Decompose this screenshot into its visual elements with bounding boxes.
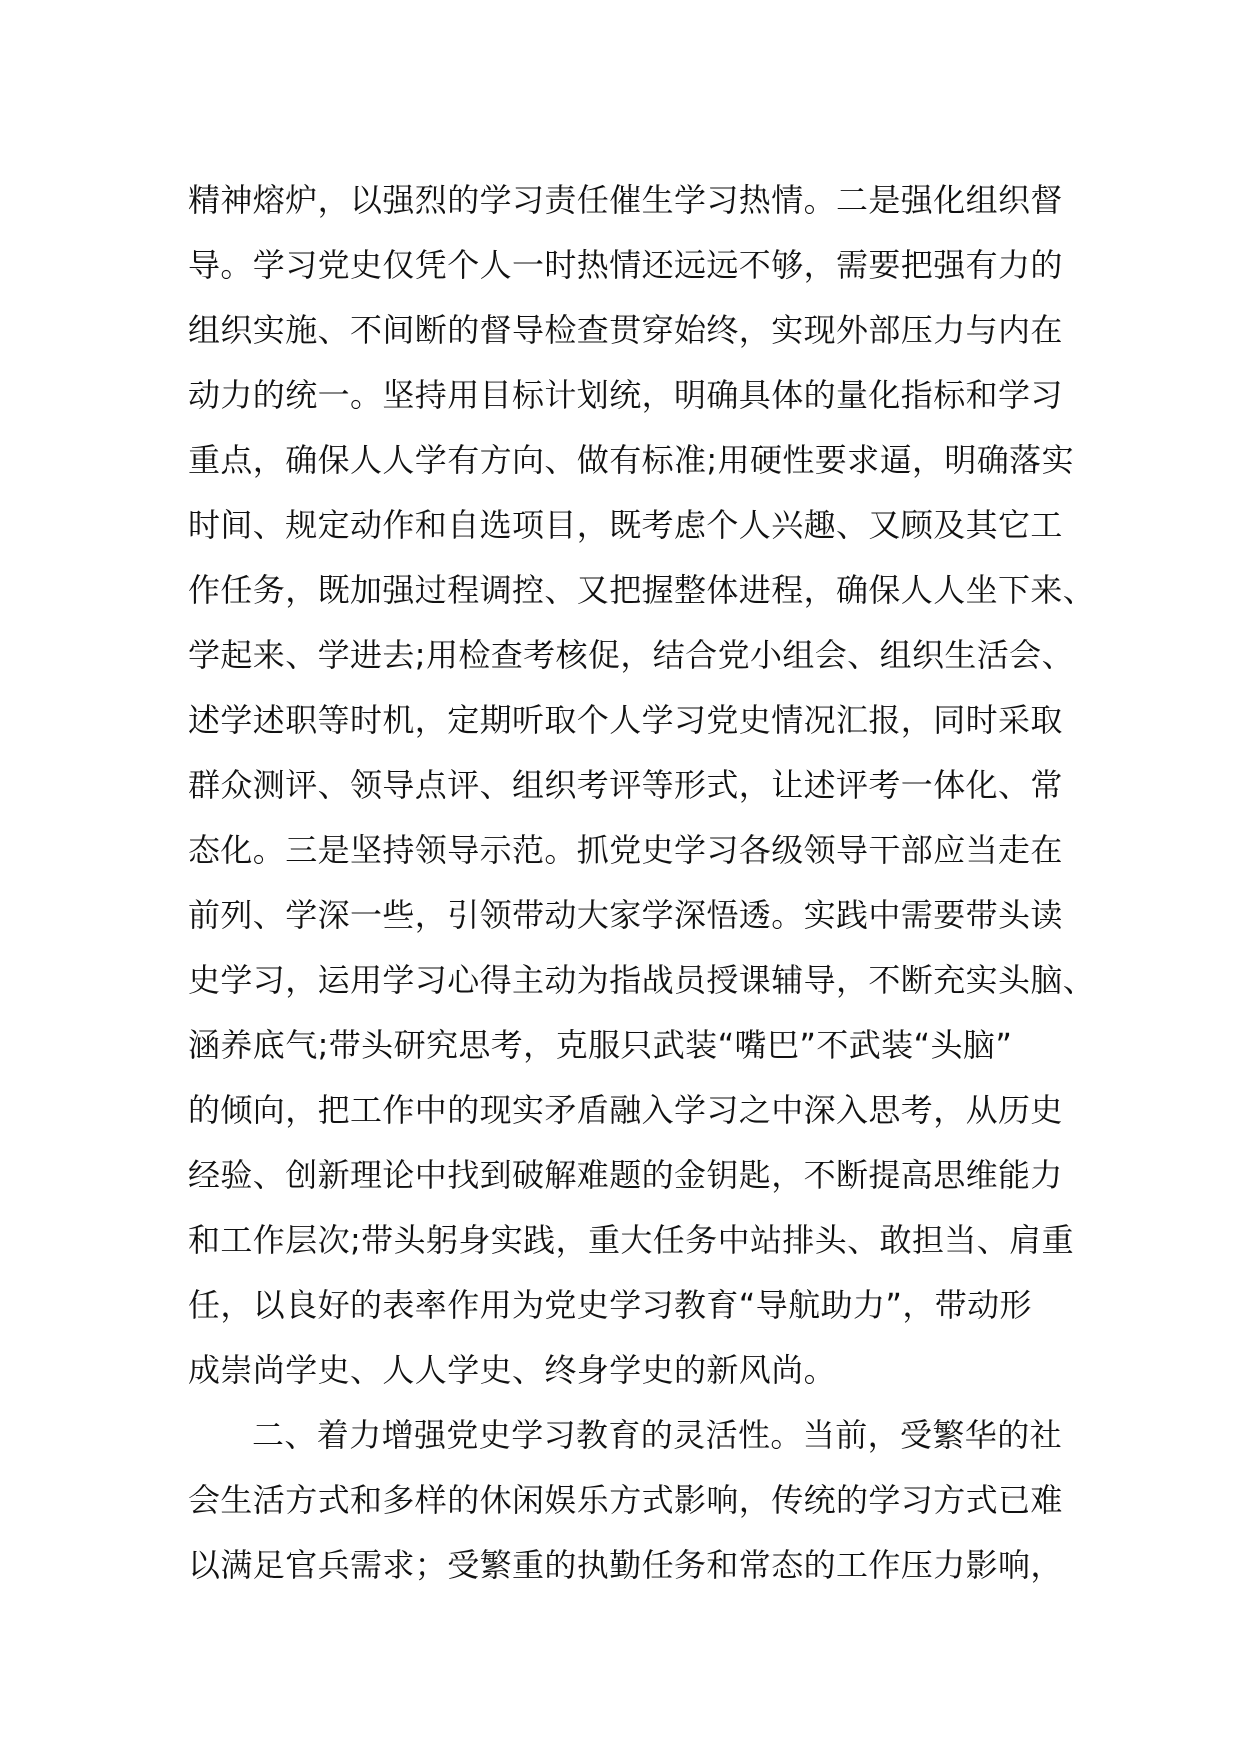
text-line: 任，以良好的表率作用为党史学习教育“导航助力”，带动形: [188, 1286, 1032, 1324]
text-line: 学起来、学进去;用检查考核促，结合党小组会、组织生活会、: [188, 636, 1074, 674]
text-line: 的倾向，把工作中的现实矛盾融入学习之中深入思考，从历史: [188, 1091, 1063, 1129]
text-line: 涵养底气;带头研究思考，克服只武装“嘴巴”不武装“头脑”: [188, 1026, 1013, 1064]
text-line: 和工作层次;带头躬身实践，重大任务中站排头、敢担当、肩重: [188, 1221, 1074, 1259]
text-line: 组织实施、不间断的督导检查贯穿始终，实现外部压力与内在: [188, 311, 1063, 349]
text-line: 精神熔炉，以强烈的学习责任催生学习热情。二是强化组织督: [188, 181, 1063, 219]
text-line: 时间、规定动作和自选项目，既考虑个人兴趣、又顾及其它工: [188, 506, 1063, 544]
text-line: 会生活方式和多样的休闲娱乐方式影响，传统的学习方式已难: [188, 1481, 1063, 1519]
text-line: 成崇尚学史、人人学史、终身学史的新风尚。: [188, 1351, 837, 1389]
text-line: 述学述职等时机，定期听取个人学习党史情况汇报，同时采取: [188, 701, 1063, 739]
text-line: 作任务，既加强过程调控、又把握整体进程，确保人人坐下来、: [188, 571, 1096, 609]
text-line: 重点，确保人人学有方向、做有标准;用硬性要求逼，明确落实: [188, 441, 1074, 479]
text-line: 动力的统一。坚持用目标计划统，明确具体的量化指标和学习: [188, 376, 1063, 414]
section-heading-line: 二、着力增强党史学习教育的灵活性。当前，受繁华的社: [252, 1416, 1063, 1454]
text-line: 以满足官兵需求；受繁重的执勤任务和常态的工作压力影响，: [188, 1546, 1063, 1584]
text-line: 经验、创新理论中找到破解难题的金钥匙，不断提高思维能力: [188, 1156, 1063, 1194]
text-line: 史学习，运用学习心得主动为指战员授课辅导，不断充实头脑、: [188, 961, 1096, 999]
text-line: 前列、学深一些，引领带动大家学深悟透。实践中需要带头读: [188, 896, 1063, 934]
text-line: 群众测评、领导点评、组织考评等形式，让述评考一体化、常: [188, 766, 1063, 804]
text-line: 导。学习党史仅凭个人一时热情还远远不够，需要把强有力的: [188, 246, 1063, 284]
text-line: 态化。三是坚持领导示范。抓党史学习各级领导干部应当走在: [188, 831, 1063, 869]
body-text: [188, 168, 1096, 1598]
